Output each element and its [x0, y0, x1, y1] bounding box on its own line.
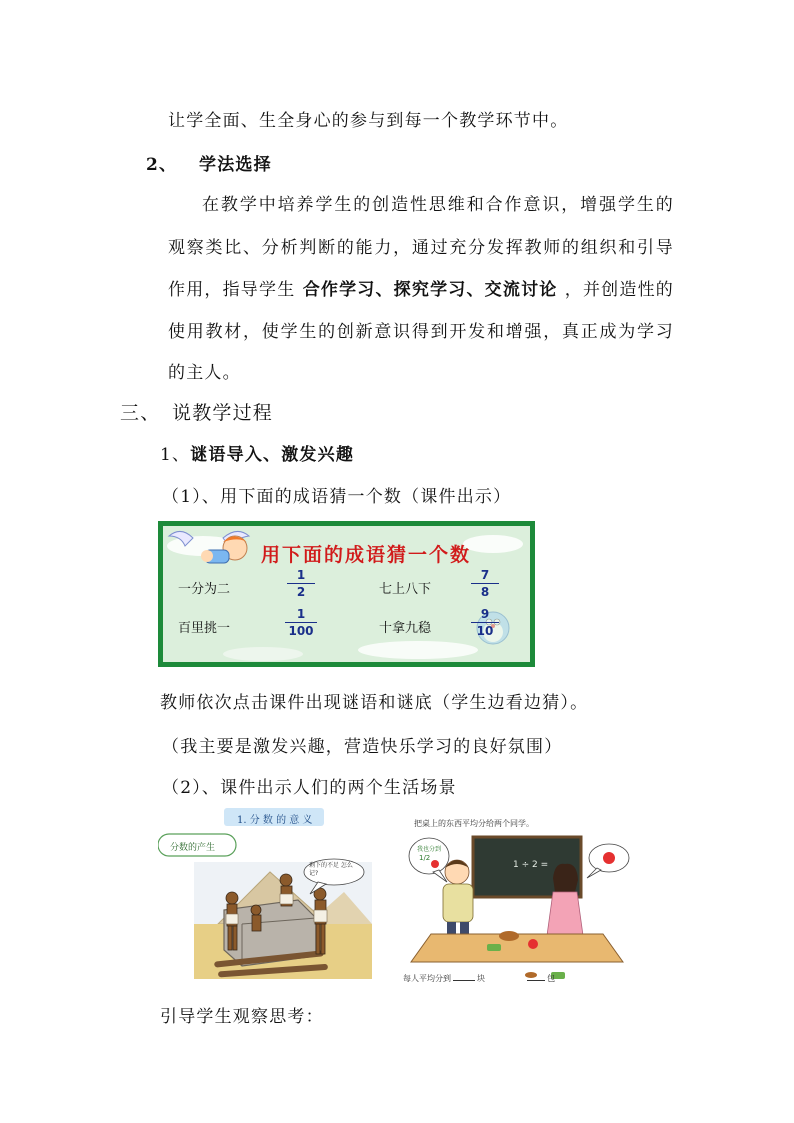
fraction-answer [287, 568, 315, 599]
paragraph-line: 使用教材，使学生的创新意识得到开发和增强，真正成为学习 [168, 322, 674, 342]
fraction-answer [471, 607, 499, 638]
scene-heading: 1. 分 数 的 意 义 [237, 815, 313, 826]
section-number: 三、 [120, 402, 161, 424]
text-run: 块 [477, 974, 485, 983]
paragraph-line: 教师依次点击课件出现谜语和谜底（学生边看边猜）。 [160, 693, 589, 713]
paragraph-line: 让学全面、生全身心的参与到每一个教学环节中。 [168, 111, 569, 131]
bottom-text [403, 973, 555, 984]
section-title: 说教学过程 [172, 402, 274, 424]
fraction-numerator: 9 [471, 607, 499, 623]
classroom-scene-drawing [403, 812, 643, 987]
paragraph-line [168, 275, 674, 300]
text-run: 每人平均分到 [403, 974, 451, 983]
speech-bubble-text: 我也分到 [417, 846, 442, 853]
idiom-slide-image [158, 521, 535, 667]
scene-caption: 把桌上的东西平均分给两个同学。 [414, 819, 534, 828]
idiom-text: 七上八下 [379, 582, 432, 597]
speech-bubble-fraction: 1/2 [419, 854, 431, 862]
paragraph-line: 在教学中培养学生的创造性思维和合作意识，增强学生的 [202, 195, 674, 215]
text-run: 包 [547, 974, 555, 983]
fraction-answer [285, 607, 317, 638]
fraction-numerator: 1 [287, 568, 315, 584]
idiom-text: 十拿九稳 [379, 621, 432, 636]
fraction-denominator: 100 [288, 624, 314, 638]
answer-blank [527, 980, 545, 981]
section-title: 学法选择 [199, 155, 272, 175]
slide-title: 用下面的成语猜一个数 [261, 544, 472, 566]
blackboard-text: 1 ÷ 2 = [513, 860, 549, 870]
fraction-numerator: 7 [471, 568, 499, 584]
scene-classroom-image [403, 812, 643, 987]
text-run: ，并创造性的 [564, 280, 674, 300]
emphasis-text: 合作学习、探究学习、交流讨论 [302, 280, 558, 300]
subsection-number: 1、 [160, 445, 191, 465]
text-run: 作用，指导学生 [168, 280, 296, 300]
paragraph-line: 引导学生观察思考： [160, 1007, 324, 1027]
subsection-heading [160, 440, 354, 465]
idiom-text: 百里挑一 [178, 621, 231, 636]
fraction-denominator: 10 [476, 624, 494, 638]
paragraph-line: （我主要是激发兴趣，营造快乐学习的良好氛围） [162, 737, 563, 757]
subsection-title: 谜语导入、激发兴趣 [190, 445, 355, 465]
egypt-scene-drawing [158, 806, 372, 981]
fraction-numerator: 1 [285, 607, 317, 623]
scene-tag: 分数的产生 [170, 843, 216, 853]
paragraph-line: 观察类比、分析判断的能力，通过充分发挥教师的组织和引导 [168, 238, 674, 258]
fraction-denominator: 2 [296, 585, 306, 599]
paragraph-line: （2）、课件出示人们的两个生活场景 [162, 778, 457, 798]
speech-bubble-text: 剩下的不足 怎么记? [309, 862, 353, 877]
scene-egypt-image [158, 806, 372, 981]
section-number: 2、 [146, 155, 178, 175]
fraction-denominator: 8 [480, 585, 490, 599]
answer-blank [453, 980, 475, 981]
fraction-answer [471, 568, 499, 599]
paragraph-line: （1）、用下面的成语猜一个数（课件出示） [162, 487, 512, 507]
paragraph-line: 的主人。 [168, 363, 241, 383]
idiom-text: 一分为二 [178, 582, 231, 597]
